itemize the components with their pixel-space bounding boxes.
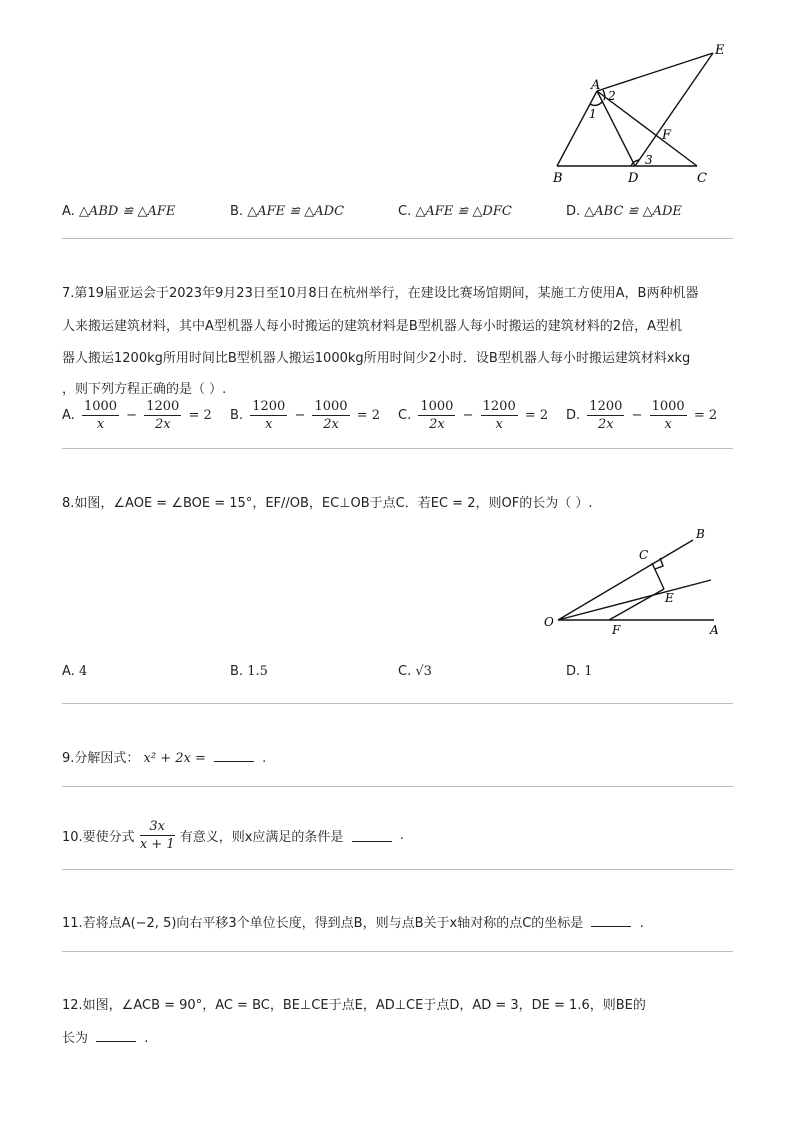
q10-suffix: . [399, 828, 404, 843]
q11-answer-blank[interactable] [591, 914, 631, 927]
q6-label-E: E [715, 43, 725, 58]
q6-label-1: 1 [589, 107, 597, 121]
divider-q8 [62, 703, 733, 704]
q8-label-E: E [665, 591, 674, 605]
q7-option-a-letter: A. [62, 408, 75, 423]
q6-label-A: A [591, 78, 601, 93]
q11-question [62, 912, 644, 931]
q8-option-c[interactable] [398, 664, 432, 679]
q7-stem-line2: 人来搬运建筑材料，其中A型机器人每小时搬运的建筑材料是B型机器人每小时搬运的建筑材料的2倍，A型机 [62, 319, 682, 334]
divider-q9 [62, 786, 733, 787]
q6-label-2: 2 [608, 89, 616, 103]
q7-stem-line3: 器人搬运1200kg所用时间比B型机器人搬运1000kg所用时间少2小时．设B型机器人每小时搬运建筑材料xkg [62, 351, 691, 366]
q9-suffix: . [262, 751, 267, 766]
q7-option-b-letter: B. [230, 408, 244, 423]
q7-option-b-fraction-2: $\frac{1000}{2x}$ [314, 399, 348, 432]
q10-prefix: 10.要使分式 [62, 830, 135, 845]
q7-option-c-letter: C. [398, 408, 412, 423]
q8-label-C: C [639, 548, 649, 562]
q6-label-D: D [628, 171, 639, 186]
q6-option-a[interactable] [62, 204, 175, 219]
q9-answer-blank[interactable] [214, 749, 254, 762]
q6-option-a-text: △ABD ≌ △AFE [78, 204, 176, 219]
q7-stem-line4: ，则下列方程正确的是（ ）. [62, 382, 227, 397]
q8-option-a-text: 4 [78, 664, 88, 679]
q8-option-a[interactable] [62, 664, 87, 679]
q8-option-d-text: 1 [584, 664, 593, 679]
q11-text: 11.若将点A(−2, 5)向右平移3个单位长度，得到点B，则与点B关于x轴对称的点C的坐标是 [62, 916, 584, 931]
q6-option-b-text: △AFE ≌ △ADC [247, 204, 345, 219]
q12-suffix: . [144, 1031, 149, 1046]
q12-answer-blank[interactable] [96, 1029, 136, 1042]
q6-option-d-letter: D. [566, 204, 581, 219]
q7-option-d[interactable]: D. $\frac{1200}{2x}$ − $\frac{1000}{x}$ = 2 [566, 399, 718, 432]
q9-question [62, 747, 266, 766]
q8-option-c-letter: C. [398, 664, 412, 679]
q7-option-a[interactable]: A. $\frac{1000}{x}$ − $\frac{1200}{2x}$ = 2 [62, 399, 212, 432]
q6-triangle-figure [545, 40, 735, 190]
q6-option-c[interactable] [398, 204, 512, 219]
q12-stem-line2 [62, 1027, 148, 1046]
q8-option-b-letter: B. [230, 664, 244, 679]
q7-stem-line1: 7.第19届亚运会于2023年9月23日至10月8日在杭州举行，在建设比赛场馆期间，某施工方使用A，B两种机器 [62, 286, 699, 301]
q8-label-O: O [544, 615, 554, 629]
q10-question [62, 819, 404, 852]
q8-option-d-letter: D. [566, 664, 581, 679]
q7-option-d-fraction-1: $\frac{1200}{2x}$ [589, 399, 623, 432]
q10-fraction: $\frac{3x}{x + 1}$ [139, 819, 175, 852]
q12-stem-line1: 12.如图，∠ACB = 90°，AC = BC，BE⊥CE于点E，AD⊥CE于点D，AD = 3，DE = 1.6，则BE的 [62, 998, 646, 1013]
q6-option-c-letter: C. [398, 204, 412, 219]
q6-option-a-letter: A. [62, 204, 75, 219]
q6-option-d[interactable] [566, 204, 682, 219]
q6-option-b[interactable] [230, 204, 344, 219]
divider-q7 [62, 448, 733, 449]
q9-expression: x² + 2x = [143, 751, 206, 766]
q7-option-c-fraction-1: $\frac{1000}{2x}$ [420, 399, 454, 432]
q6-label-F: F [662, 128, 672, 143]
q6-option-c-text: △AFE ≌ △DFC [415, 204, 512, 219]
q7-option-a-fraction-1: $\frac{1000}{x}$ [83, 399, 118, 432]
q7-option-b[interactable]: B. $\frac{1200}{x}$ − $\frac{1000}{2x}$ = 2 [230, 399, 381, 432]
q10-answer-blank[interactable] [352, 829, 392, 842]
q12-line2-prefix: 长为 [62, 1031, 89, 1046]
q8-label-B: B [696, 527, 705, 541]
q7-option-c-fraction-2: $\frac{1200}{x}$ [482, 399, 516, 432]
q6-option-d-text: △ABC ≌ △ADE [584, 204, 682, 219]
q8-option-d[interactable] [566, 664, 593, 679]
q8-option-b-text: 1.5 [247, 664, 268, 679]
q8-option-c-text: √3 [415, 664, 432, 679]
q10-middle: 有意义，则x应满足的条件是 [179, 830, 344, 845]
q8-label-F: F [612, 623, 621, 637]
q8-option-a-letter: A. [62, 664, 75, 679]
q6-option-b-letter: B. [230, 204, 244, 219]
q8-stem: 8.如图，∠AOE = ∠BOE = 15°，EF//OB，EC⊥OB于点C．若EC = 2，则OF的长为（ ）. [62, 496, 593, 511]
q6-label-C: C [697, 171, 707, 186]
q8-angle-figure [535, 520, 735, 645]
divider-q11 [62, 951, 733, 952]
divider-q6 [62, 238, 733, 239]
divider-q10 [62, 869, 733, 870]
q8-label-A: A [710, 623, 719, 637]
q6-label-B: B [553, 171, 563, 186]
q7-option-d-fraction-2: $\frac{1000}{x}$ [651, 399, 685, 432]
q7-option-d-letter: D. [566, 408, 581, 423]
q9-prefix: 9.分解因式： [62, 751, 140, 766]
q6-label-3: 3 [645, 153, 653, 167]
q11-suffix: . [639, 916, 644, 931]
q7-option-c[interactable]: C. $\frac{1000}{2x}$ − $\frac{1200}{x}$ = 2 [398, 399, 549, 432]
q8-option-b[interactable] [230, 664, 268, 679]
q7-option-a-fraction-2: $\frac{1200}{2x}$ [146, 399, 180, 432]
q7-option-b-fraction-1: $\frac{1200}{x}$ [252, 399, 286, 432]
